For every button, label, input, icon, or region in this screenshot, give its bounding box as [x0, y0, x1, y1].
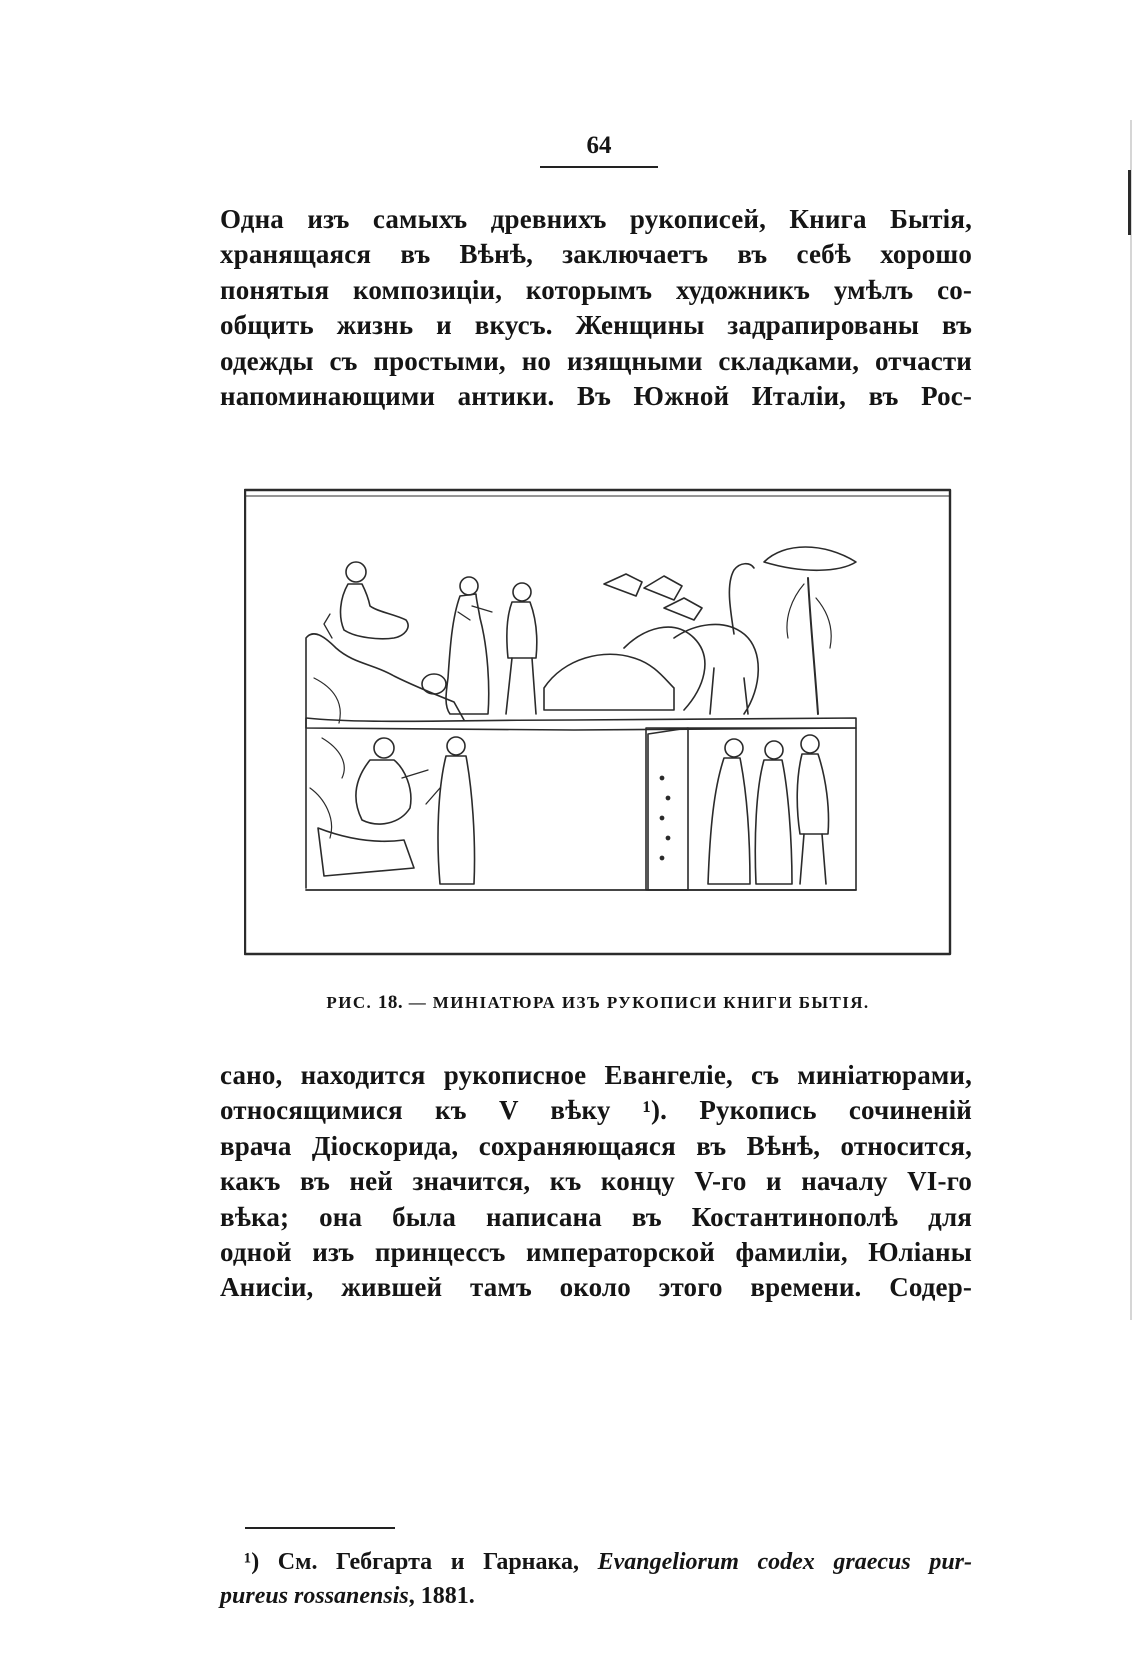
page-number: 64	[540, 132, 658, 168]
seated-figure-staff	[324, 614, 332, 638]
text-line: Анисіи, жившей тамъ около этого времени. Содер-	[220, 1272, 972, 1303]
footnote-title-part-2: pureus rossanensis	[220, 1583, 409, 1609]
lower-rocks	[318, 828, 414, 876]
footnote-title-part-1: Evangeliorum codex graecus pur-	[597, 1549, 972, 1575]
text-line: Одна изъ самыхъ древнихъ рукописей, Книга Бытія,	[220, 204, 972, 234]
veiled-woman-arm	[426, 788, 440, 804]
seated-figure-head	[346, 562, 366, 582]
house-figure-2-head	[765, 741, 783, 759]
veiled-woman-robe	[438, 756, 475, 884]
servant-tunic	[507, 602, 537, 658]
standing-camel-legs	[710, 668, 748, 714]
text-line: хранящаяся въ Вѣнѣ, заключаетъ въ себѣ хорошо	[220, 239, 972, 270]
door-stud	[666, 796, 669, 799]
text-line: общить жизнь и вкусъ. Женщины задрапированы въ	[220, 310, 972, 341]
standing-camel-body	[674, 624, 758, 714]
standing-woman-arms	[458, 606, 492, 620]
camel-heads	[604, 574, 702, 620]
genesis-miniature-drawing	[244, 488, 952, 958]
tree-crown	[764, 547, 856, 570]
caption-number: 18.	[377, 992, 404, 1013]
text-line: напоминающими антики. Въ Южной Италіи, въ Рос-	[220, 381, 972, 412]
servant-head	[513, 583, 531, 601]
rock-texture	[310, 678, 344, 838]
figure-frame	[245, 490, 950, 954]
footnote-suffix: , 1881.	[408, 1583, 475, 1609]
miniature-illustration	[244, 488, 952, 958]
footnote-line-2	[220, 1579, 972, 1613]
figure-caption	[218, 992, 978, 1014]
kneeling-figure-head	[374, 738, 394, 758]
kneeling-figure-arm	[402, 770, 428, 778]
house-figure-2-robe	[755, 760, 792, 884]
house-figure-3-legs	[800, 834, 826, 884]
water-jar	[422, 674, 446, 694]
standing-woman-robe	[446, 594, 489, 714]
caption-text: — МИНІАТЮРА ИЗЪ РУКОПИСИ КНИГИ БЫТІЯ.	[408, 993, 870, 1012]
page-edge-mark	[1128, 170, 1131, 235]
text-line: сано, находится рукописное Евангеліе, съ миніатюрами,	[220, 1060, 972, 1090]
footnote-rule	[245, 1527, 395, 1529]
veiled-woman-head	[447, 737, 465, 755]
text-line: одежды съ простыми, но изящными складками, отчасти	[220, 345, 972, 376]
house-figure-1-robe	[708, 758, 750, 884]
door-stud	[660, 816, 663, 819]
text-line: относящимися къ V вѣку ¹). Рукопись сочиненій	[220, 1095, 972, 1126]
page-edge-line	[1130, 120, 1132, 1320]
caption-prefix: РИС.	[326, 993, 373, 1012]
kneeling-figure-body	[356, 760, 411, 824]
camel-resting-2	[624, 627, 705, 710]
camel-resting-1	[544, 654, 674, 710]
standing-camel-neck	[729, 564, 754, 634]
door-stud	[660, 776, 663, 779]
text-line: понятыя композиціи, которымъ художникъ умѣлъ со-	[220, 274, 972, 305]
servant-legs	[506, 658, 536, 714]
footnote-line-1	[220, 1545, 972, 1579]
footnote-prefix: См. Гебгарта и Гарнака,	[277, 1549, 579, 1575]
house-figure-1-head	[725, 739, 743, 757]
footnote	[220, 1545, 972, 1613]
text-line: врача Діоскорида, сохраняющаяся въ Вѣнѣ, относится,	[220, 1130, 972, 1161]
door-stud	[660, 856, 663, 859]
house-door	[648, 728, 688, 890]
footnote-marker: ¹)	[244, 1549, 260, 1575]
paragraph-1	[220, 202, 972, 414]
seated-figure-body	[341, 584, 409, 639]
house-figure-3-tunic	[797, 754, 828, 834]
house-figure-3-head	[801, 735, 819, 753]
text-line: какъ въ ней значится, къ концу V-го и началу VI-го	[220, 1166, 972, 1197]
rock-outline	[306, 634, 464, 888]
door-stud	[666, 836, 669, 839]
text-line: вѣка; она была написана въ Костантинополѣ для	[220, 1201, 972, 1232]
standing-woman-head	[460, 577, 478, 595]
text-line: одной изъ принцессъ императорской фамиліи, Юліаны	[220, 1237, 972, 1268]
paragraph-2	[220, 1058, 972, 1306]
